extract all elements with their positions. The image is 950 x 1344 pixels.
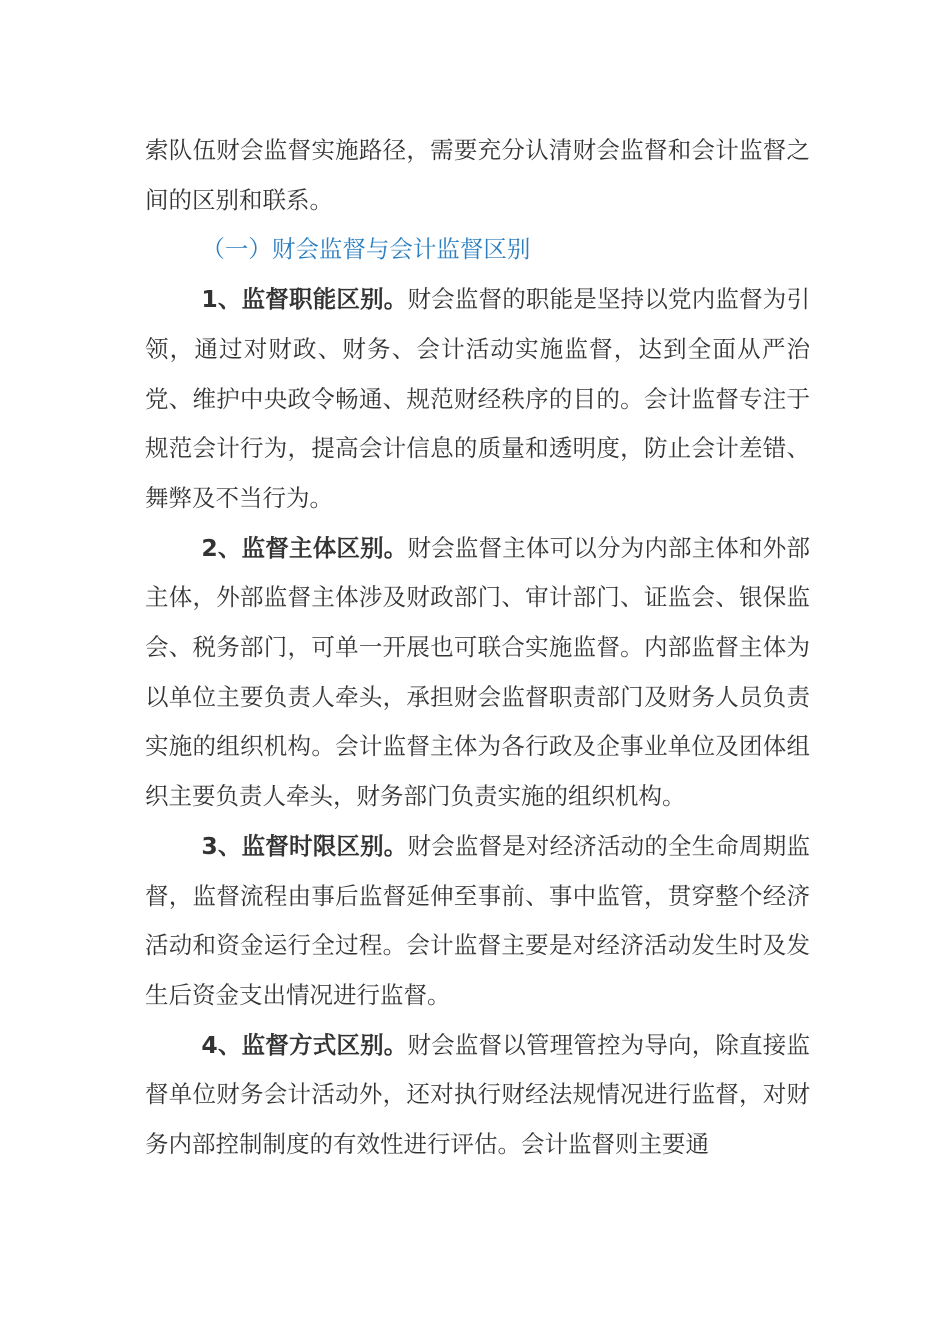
item-text-4: 财会监督以管理管控为导向，除直接监督单位财务会计活动外，还对执行财经法规情况进行监督，对财务内部控制制度的有效性进行评估。会计监督则主要通 (145, 1030, 810, 1159)
item-paragraph-1 (145, 275, 810, 524)
item-text-1: 财会监督的职能是坚持以党内监督为引领，通过对财政、财务、会计活动实施监督，达到全面从严治党、维护中央政令畅通、规范财经秩序的目的。会计监督专注于规范会计行为，提高会计信息的质量和透明度，防止会计差错、舞弊及不当行为。 (145, 285, 810, 512)
intro-paragraph: 索队伍财会监督实施路径，需要充分认清财会监督和会计监督之间的区别和联系。 (145, 136, 810, 214)
item-paragraph-3 (145, 822, 810, 1021)
item-paragraph-4 (145, 1021, 810, 1170)
item-paragraph-2 (145, 524, 810, 822)
item-lead-3: 3、监督时限区别。 (201, 831, 408, 860)
item-lead-4: 4、监督方式区别。 (201, 1030, 408, 1059)
section-heading: （一）财会监督与会计监督区别 (201, 235, 531, 264)
item-text-2: 财会监督主体可以分为内部主体和外部主体，外部监督主体涉及财政部门、审计部门、证监会、银保监会、税务部门，可单一开展也可联合实施监督。内部监督主体为以单位主要负责人牵头，承担财会监督职责部门及财务人员负责实施的组织机构。会计监督主体为各行政及企事业单位及团体组织主要负责人牵头，财务部门负责实施的组织机构。 (145, 533, 810, 811)
item-lead-1: 1、监督职能区别。 (201, 285, 408, 314)
item-lead-2: 2、监督主体区别。 (201, 533, 408, 562)
item-text-3: 财会监督是对经济活动的全生命周期监督，监督流程由事后监督延伸至事前、事中监管，贯穿整个经济活动和资金运行全过程。会计监督主要是对经济活动发生时及发生后资金支出情况进行监督。 (145, 831, 810, 1009)
document-body (145, 126, 810, 1170)
